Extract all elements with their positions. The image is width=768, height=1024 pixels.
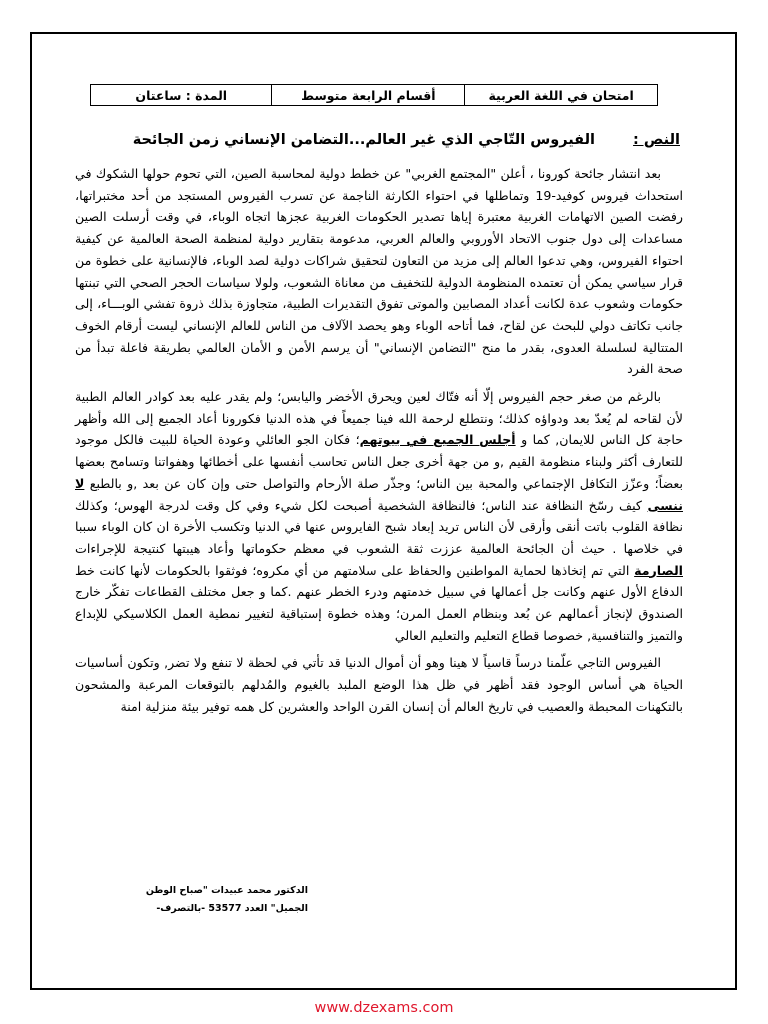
paragraph-2	[75, 386, 683, 646]
exam-level-cell: أقسام الرابعة متوسط	[272, 85, 465, 106]
exam-header-table	[90, 84, 658, 106]
signature-line-2: الجميل" العدد 53577 -بالتصرف-	[156, 903, 308, 914]
paragraph-2-part-a: بالرغم من صغر حجم الفيروس إلّا أنه فتّاك لعين ويحرق الأخضر واليابس؛ ولم يقدر عليه بعد كوادر العالم الطبية لأن لقاحه لم يُعدّ بعد ودواؤه كذلك؛ ونتطلع لرحمة الله فينا جميعاً في هذه الدنيا فكورونا أعاد الجميع إلى الله وأظهر حاجة كل الناس للايمان, كما و	[75, 389, 683, 448]
paragraph-2-part-c: ؛ فكان الجو العائلي وعودة الحياة للبيت فالكل موجود للتعارف أكثر ولبناء منظومة القيم ,و من جهة أخرى جعل الناس تحاسب أنفسها على أخطائها وهفواتنا وتسامح بعضها بعضاً؛ وعزّز التكافل الإجتماعي والمحبة بين الناس؛ وجذّر صلة الأرحام والتواصل حتى وإن كان عن بعد ,و بالطبع	[75, 432, 683, 491]
paragraph-2-part-g: التي تم إتخاذها لحماية المواطنين والحفاظ على سلامتهم من أي مكروه؛ فوثقوا بالحكومات لأنها كانت خط الدفاع الأول عنهم وكانت جل أعمالها في سبيل خدمتهم ودرء الخطر عنهم .كما و جعل مختلف القطاعات تفكّر خارج الصندوق لإنجاز أعمالهم عن بُعد وبنظام العمل المرن؛ وهذه خطوة إستباقية لتغيير نمطية العمل الكلاسيكي للإبداع والتميز والتنافسية, خصوصا قطاع التعليم والتعليم العالي	[75, 562, 683, 643]
paragraph-3: الفيروس التاجي علّمنا درساً قاسياً لا هينا وهو أن أموال الدنيا قد تأتي في لحظة لا تنفع ولا تضر, وتكون أساسيات الحياة هي أساس الوجود فقد أظهر في ظل هذا الوضع الملبد بالغيوم والمُدلهم بالتوقعات المرعبة والمشحون بالتكهنات المحبطة والعصيب في تاريخ العالم أن إنسان القرن الواحد والعشرين كل همه توفير بيئة منزلية امنة	[75, 655, 683, 714]
text-label: النص :	[633, 132, 680, 148]
signature-line-1: الدكتور محمد عبيدات "صباح الوطن	[145, 885, 308, 896]
footer-website-link[interactable]: www.dzexams.com	[314, 1000, 454, 1016]
text-title: الفيروس التّاجي الذي غير العالم...التضامن الإنساني زمن الجائحة	[132, 132, 596, 148]
highlighted-phrase-2: لا ننسى	[75, 475, 683, 513]
highlighted-phrase-1: أجلس الجميع في بيوتهم	[359, 432, 516, 448]
author-signature	[108, 882, 308, 918]
paragraph-1: بعد انتشار جائحة كورونا ، أعلن "المجتمع الغربي" عن خطط دولية لمحاسبة الصين، التي تحوم حولها الشكوك في استحداث فيروس كوفيد-19 وتماطلها في احتواء الكارثة الناجمة عن تسرب الفيروس المستجد من أحد مختبراتها، رفضت الصين الاتهامات الغربية معتبرة إياها تصدير الحكومات الغربية عجزها اتجاه الوباء، في وقت أرسلت الصين مساعدات إلى دول جنوب الاتحاد الأوروبي والعالم العربي، مدعومة بتقارير دولية لمنظمة الصحة العالمية عن كيفية احتواء الفيروس، وهي تدعوا العالم إلى مزيد من التعاون لتحقيق شراكات دولية لصد الوباء، فالإنسانية على خطوة من قرار سياسي يمكن أن تعتمده المنظومة الدولية للتخفيف من معاناة الشعوب، ولولا سياسات الحجر الصحي التي تبنتها حكومات وشعوب عدة لكانت أعداد المصابين والموتى تفوق التقديرات الطبية، متجاوزة بذلك ذروة تفشي الوبـــاء، إلى جانب تكاتف دولي للبحث عن لقاح، فما أتاحه الوباء وهو يحصد الآلاف من الناس للعالم الإنساني ليست أرقام الخوف المتتالية لسلسلة العدوى، بقدر ما منح "التضامن الإنساني" أن يرسم الأمن و الأمان العالمي بطريقة فاعلة تبدأ من صحة الفرد	[75, 166, 683, 377]
highlighted-phrase-3: الصارمة	[634, 562, 683, 578]
paragraph-2-part-e: كيف رسّخ النظافة عند الناس؛ فالنظافة الشخصية أصبحت لكل شيء وفي كل وقت لدرجة الهوس؛ وكذلك نظافة القلوب باتت أنقى وأرقى لأن الناس تريد إبعاد شبح الفايروس عنها في الدنيا وتكسب الأخرة ان كان الوباء سببا في خلاصها . حيث أن الجائحة العالمية عززت ثقة الشعوب في معظم حكوماتها وأعاد هيبتها كنتيجة للإجراءات	[75, 497, 683, 556]
text-title-line	[70, 132, 680, 148]
passage-body	[75, 163, 683, 718]
exam-duration-cell: المدة : ساعتان	[91, 85, 272, 106]
exam-subject-cell: امتحان في اللغة العربية	[465, 85, 658, 106]
